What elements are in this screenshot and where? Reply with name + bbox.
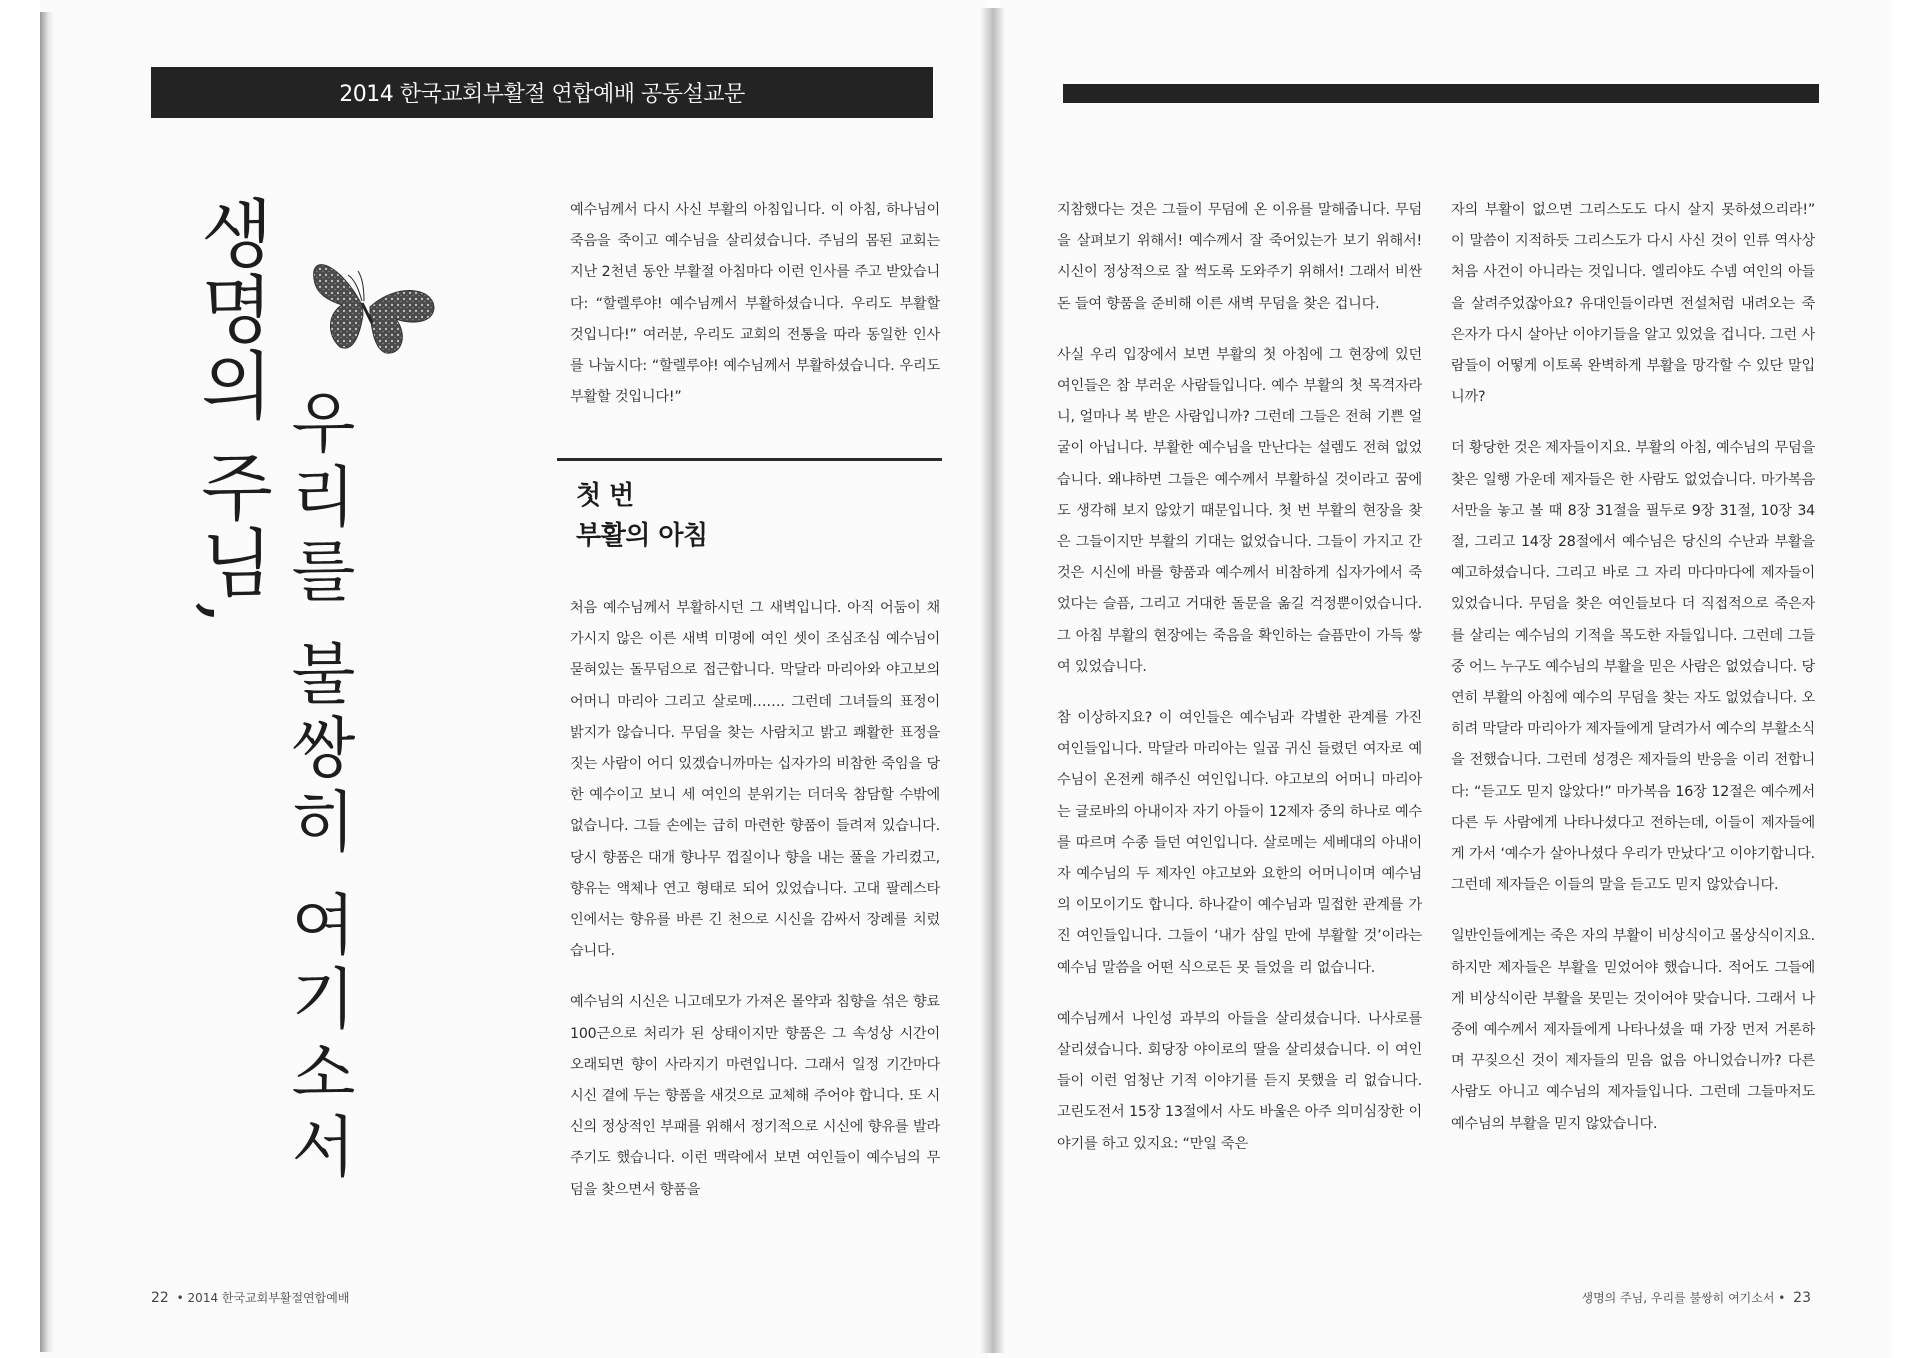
page-number-right: 23 [1793, 1290, 1811, 1306]
butterfly-illustration [300, 243, 440, 361]
footer-left-text: • 2014 한국교회부활절연합예배 [176, 1291, 350, 1305]
body-paragraph: 지참했다는 것은 그들이 무덤에 온 이유를 말해줍니다. 무덤을 살펴보기 위해서! 예수께서 잘 죽어있는가 보기 위해서! 시신이 정상적으로 잘 썩도록 도와주기 위해서! 그래서 비싼 돈 들여 향품을 준비해 이른 새벽 무덤을 찾은 겁니다. [1057, 202, 1422, 312]
right-body-column-2 [1451, 195, 1815, 1140]
footer-left [151, 1289, 349, 1306]
body-paragraph: 예수님의 시신은 니고데모가 가져온 몰약과 침향을 섞은 향료 100근으로 처리가 된 상태이지만 향품은 그 속성상 시간이 오래되면 향이 사라지기 마련입니다. 그래서 일정 기간마다 시신 곁에 두는 향품을 새것으로 교체해 주어야 합니다. 또 시신의 정상적인 부패를 위해서 정기적으로 시신에 향유를 발라주기도 했습니다. 이런 맥락에서 보면 여인들이 예수님의 무덤을 찾으면서 향품을 [570, 994, 940, 1198]
right-margin [1892, 0, 1920, 1358]
section-divider [557, 458, 942, 461]
header-banner [151, 67, 933, 118]
section-heading-line-2: 부활의 아침 [576, 521, 708, 551]
section-heading-line-1: 첫 번 [576, 481, 634, 511]
header-title: 2014 한국교회부활절 연합예배 공동설교문 [339, 82, 745, 107]
footer-right [1581, 1289, 1811, 1306]
vertical-title-line-1: 생명의 주님, [188, 195, 274, 627]
right-body-column-1 [1057, 195, 1422, 1160]
body-paragraph: 참 이상하지요? 이 여인들은 예수님과 각별한 관계를 가진 여인들입니다. 막달라 마리아는 일곱 귀신 들렸던 여자로 예수님이 온전케 해주신 여인입니다. 야고보의 어머니 마리아는 글로바의 아내이자 자기 아들이 12제자 중의 하나로 예수를 따르며 수종 들던 여인입니다. 살로메는 세베대의 아내이자 예수님의 두 제자인 야고보와 요한의 어머니이며 예수님의 이모이기도 합니다. 하나같이 예수님과 밀접한 관계를 가진 여인들입니다. 그들이 ‘내가 삼일 만에 부활할 것’이라는 예수님 말씀을 어떤 식으로든 못 들었을 리 없습니다. [1057, 710, 1422, 976]
binding-gutter [980, 8, 1004, 1353]
footer-right-text: 생명의 주님, 우리를 불쌍히 여기소서 • [1581, 1291, 1786, 1305]
body-paragraph: 처음 예수님께서 부활하시던 그 새벽입니다. 아직 어둠이 채 가시지 않은 이른 새벽 미명에 여인 셋이 조심조심 예수님이 묻혀있는 돌무덤으로 접근합니다. 막달라 마리아와 야고보의 어머니 마리아 그리고 살로메……. 그런데 그녀들의 표정이 밝지가 않습니다. 무덤을 찾는 사람치고 밝고 쾌활한 표정을 짓는 사람이 어디 있겠습니까마는 십자가의 비참한 죽임을 당한 예수이고 보니 세 여인의 분위기는 더더욱 참담할 수밖에 없습니다. 그들 손에는 급히 마련한 향품이 들려져 있습니다. 당시 향품은 대개 향나무 껍질이나 향을 내는 풀을 가리켰고, 향유는 액체나 연고 형태로 되어 있었습니다. 고대 팔레스타인에서는 향유를 바른 긴 천으로 시신을 감싸서 장례를 치렀습니다. [570, 600, 940, 960]
left-body-column [570, 593, 940, 1206]
header-rule-right [1063, 84, 1819, 103]
body-paragraph: 예수님께서 나인성 과부의 아들을 살리셨습니다. 나사로를 살리셨습니다. 회당장 야이로의 딸을 살리셨습니다. 이 여인들이 이런 엄청난 기적 이야기를 듣지 못했을 리 없습니다. 고린도전서 15장 13절에서 사도 바울은 아주 의미심장한 이야기를 하고 있지요: “만일 죽은 [1057, 1010, 1422, 1152]
left-page-edge [40, 12, 54, 1352]
body-paragraph: 사실 우리 입장에서 보면 부활의 첫 아침에 그 현장에 있던 여인들은 참 부러운 사람들입니다. 예수 부활의 첫 목격자라니, 얼마나 복 받은 사람입니까? 그런데 그들은 전혀 기쁜 얼굴이 아닙니다. 부활한 예수님을 만난다는 설렘도 전혀 없었습니다. 왜냐하면 그들은 예수께서 부활하실 것이라고 꿈에도 생각해 보지 않았기 때문입니다. 첫 번 부활의 현장을 찾은 그들이지만 부활의 기대는 없었습니다. 그들이 가지고 간 것은 시신에 바를 향품과 예수께서 비참하게 십자가에서 죽었다는 슬픔, 그리고 거대한 돌문을 옮길 걱정뿐이었습니다. 그 아침 부활의 현장에는 죽음을 확인하는 슬픔만이 가득 쌓여 있었습니다. [1057, 346, 1422, 675]
intro-paragraph: 예수님께서 다시 사신 부활의 아침입니다. 이 아침, 하나님이 죽음을 죽이고 예수님을 살리셨습니다. 주님의 몸된 교회는 지난 2천년 동안 부활절 아침마다 이런 인사를 주고 받았습니다: “할렐루야! 예수님께서 부활하셨습니다. 우리도 부활할 것입니다!” 여러분, 우리도 교회의 전통을 따라 동일한 인사를 나눕시다: “할렐루야! 예수님께서 부활하셨습니다. 우리도 부활할 것입니다!” [570, 202, 940, 406]
section-heading [576, 476, 708, 556]
body-paragraph: 일반인들에게는 죽은 자의 부활이 비상식이고 몰상식이지요. 하지만 제자들은 부활을 믿었어야 했습니다. 적어도 그들에게 비상식이란 부활을 못믿는 것이어야 맞습니다. 그래서 나중에 예수께서 제자들에게 나타나셨을 때 가장 먼저 거론하며 꾸짖으신 것이 제자들의 믿음 없음 아니었습니까? 다른 사람도 아니고 예수님의 제자들입니다. 그런데 그들마저도 예수님의 부활을 믿지 않았습니다. [1451, 928, 1815, 1132]
page-number-left: 22 [151, 1290, 169, 1306]
body-paragraph: 더 황당한 것은 제자들이지요. 부활의 아침, 예수님의 무덤을 찾은 일행 가운데 제자들은 한 사람도 없었습니다. 마가복음서만을 놓고 볼 때 8장 31절을 필두로 9장 31절, 10장 34절, 그리고 14장 28절에서 예수님은 당신의 수난과 부활을 예고하셨습니다. 그리고 바로 그 자리 마다마다에 제자들이 있었습니다. 무덤을 찾은 여인들보다 더 직접적으로 죽은자를 살리는 예수님의 기적을 목도한 자들입니다. 그런데 그들 중 어느 누구도 예수님의 부활을 믿은 사람은 없었습니다. 당연히 부활의 아침에 예수의 무덤을 찾는 자도 없었습니다. 오히려 막달라 마리아가 제자들에게 달려가서 예수의 부활소식을 전했습니다. 그런데 성경은 제자들의 반응을 이리 전합니다: “듣고도 믿지 않았다!” 마가복음 16장 12절은 예수께서 다른 두 사람에게 나타나셨다고 전하는데, 이들이 제자들에게 가서 ‘예수가 살아나셨다 우리가 만났다’고 이야기합니다. 그런데 제자들은 이들의 말을 듣고도 믿지 않았습니다. [1451, 440, 1815, 894]
body-paragraph: 자의 부활이 없으면 그리스도도 다시 살지 못하셨으리라!” 이 말씀이 지적하듯 그리스도가 다시 사신 것이 인류 역사상 처음 사건이 아니라는 것입니다. 엘리야도 수넴 여인의 아들을 살려주었잖아요? 유대인들이라면 전설처럼 내려오는 죽은자가 다시 살아난 이야기들을 알고 있었을 겁니다. 그런 사람들이 어떻게 이토록 완벽하게 부활을 망각할 수 있단 말입니까? [1451, 202, 1815, 406]
vertical-title-line-2: 우리를 불쌍히 여기소서 [279, 388, 356, 1186]
intro-column [570, 195, 940, 413]
